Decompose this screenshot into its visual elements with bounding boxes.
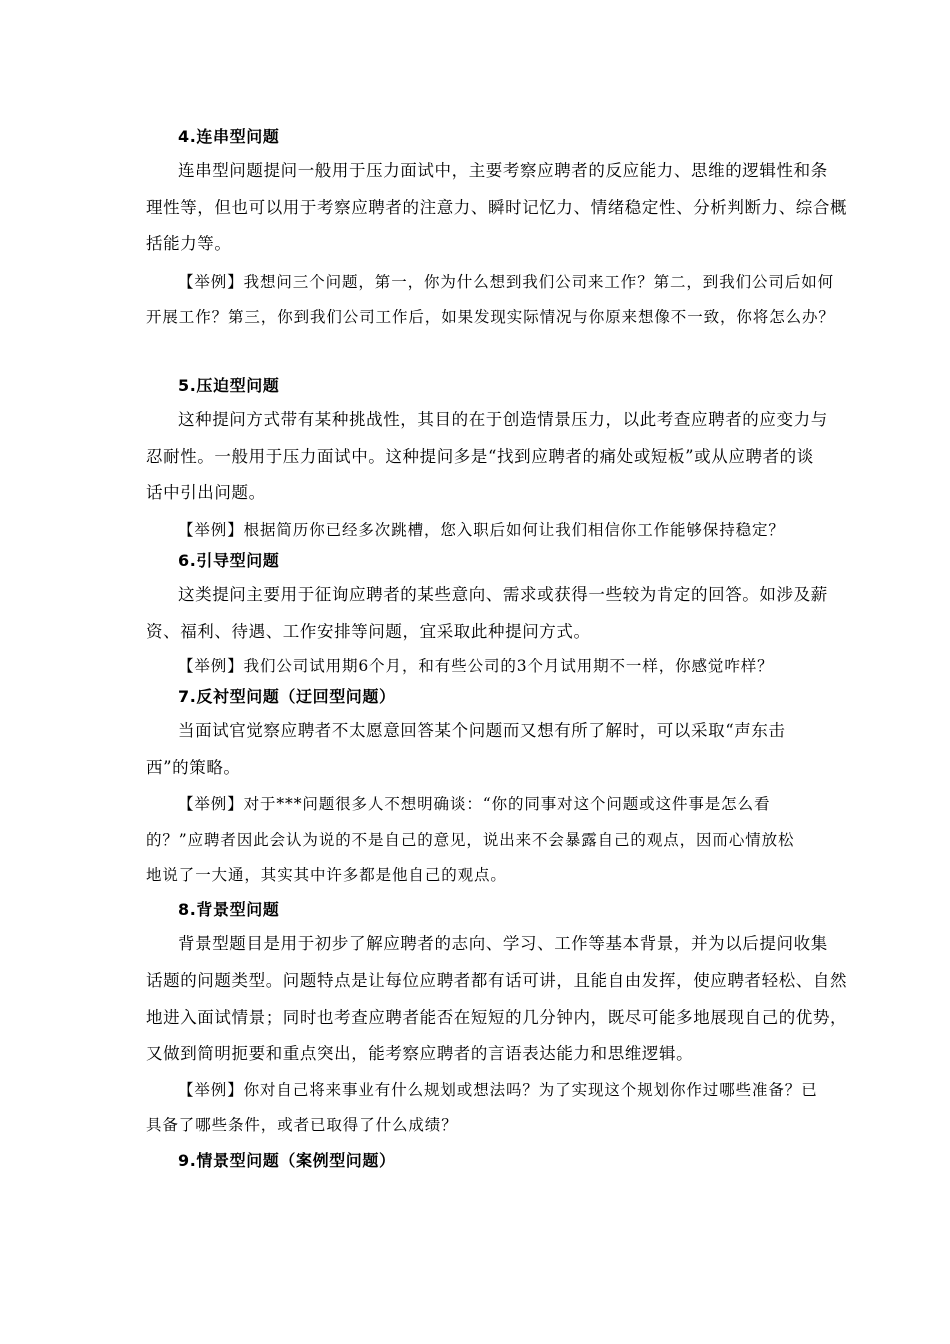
paragraph-line: 背景型题目是用于初步了解应聘者的志向、学习、工作等基本背景，并为以后提问收集	[178, 934, 828, 953]
example-line: 【举例】根据简历你已经多次跳槽，您入职后如何让我们相信你工作能够保持稳定？	[178, 521, 785, 539]
section-heading: 9.情景型问题（案例型问题）	[178, 1151, 396, 1170]
example-line: 地说了一大通，其实其中许多都是他自己的观点。	[146, 866, 507, 884]
example-line: 开展工作？第三，你到我们公司工作后，如果发现实际情况与你原来想像不一致，你将怎么办？	[146, 308, 835, 326]
example-line: 【举例】我想问三个问题，第一，你为什么想到我们公司来工作？第二，到我们公司后如何	[178, 273, 835, 291]
section-heading: 6.引导型问题	[178, 551, 280, 570]
paragraph-line: 西”的策略。	[146, 758, 241, 777]
paragraph-line: 这类提问主要用于征询应聘者的某些意向、需求或获得一些较为肯定的回答。如涉及薪	[178, 585, 828, 604]
section-heading: 4.连串型问题	[178, 127, 280, 146]
example-line: 【举例】对于***问题很多人不想明确谈：“你的同事对这个问题或这件事是怎么看	[178, 795, 771, 813]
paragraph-line: 忍耐性。一般用于压力面试中。这种提问多是“找到应聘者的痛处或短板”或从应聘者的谈	[146, 447, 814, 466]
example-line: 【举例】你对自己将来事业有什么规划或想法吗？为了实现这个规划你作过哪些准备？已	[178, 1081, 818, 1099]
paragraph-line: 连串型问题提问一般用于压力面试中，主要考察应聘者的反应能力、思维的逻辑性和条	[178, 161, 828, 180]
example-line: 的？”应聘者因此会认为说的不是自己的意见，说出来不会暴露自己的观点，因而心情放松	[146, 831, 795, 849]
paragraph-line: 这种提问方式带有某种挑战性，其目的在于创造情景压力，以此考查应聘者的应变力与	[178, 410, 828, 429]
paragraph-line: 括能力等。	[146, 234, 232, 253]
section-heading: 7.反衬型问题（迂回型问题）	[178, 687, 396, 706]
paragraph-line: 话题的问题类型。问题特点是让每位应聘者都有话可讲，且能自由发挥，使应聘者轻松、自然	[146, 971, 848, 990]
paragraph-line: 理性等，但也可以用于考察应聘者的注意力、瞬时记忆力、情绪稳定性、分析判断力、综合概	[146, 198, 848, 217]
paragraph-line: 话中引出问题。	[146, 483, 266, 502]
section-heading: 8.背景型问题	[178, 900, 280, 919]
paragraph-line: 当面试官觉察应聘者不太愿意回答某个问题而又想有所了解时，可以采取“声东击	[178, 721, 786, 740]
example-line: 具备了哪些条件，或者已取得了什么成绩？	[146, 1116, 458, 1134]
section-heading: 5.压迫型问题	[178, 376, 280, 395]
example-line: 【举例】我们公司试用期6个月，和有些公司的3个月试用期不一样，你感觉咋样？	[178, 657, 774, 675]
paragraph-line: 又做到简明扼要和重点突出，能考察应聘者的言语表达能力和思维逻辑。	[146, 1044, 694, 1063]
paragraph-line: 地进入面试情景；同时也考查应聘者能否在短短的几分钟内，既尽可能多地展现自己的优势，	[146, 1008, 848, 1027]
paragraph-line: 资、福利、待遇、工作安排等问题，宜采取此种提问方式。	[146, 622, 591, 641]
